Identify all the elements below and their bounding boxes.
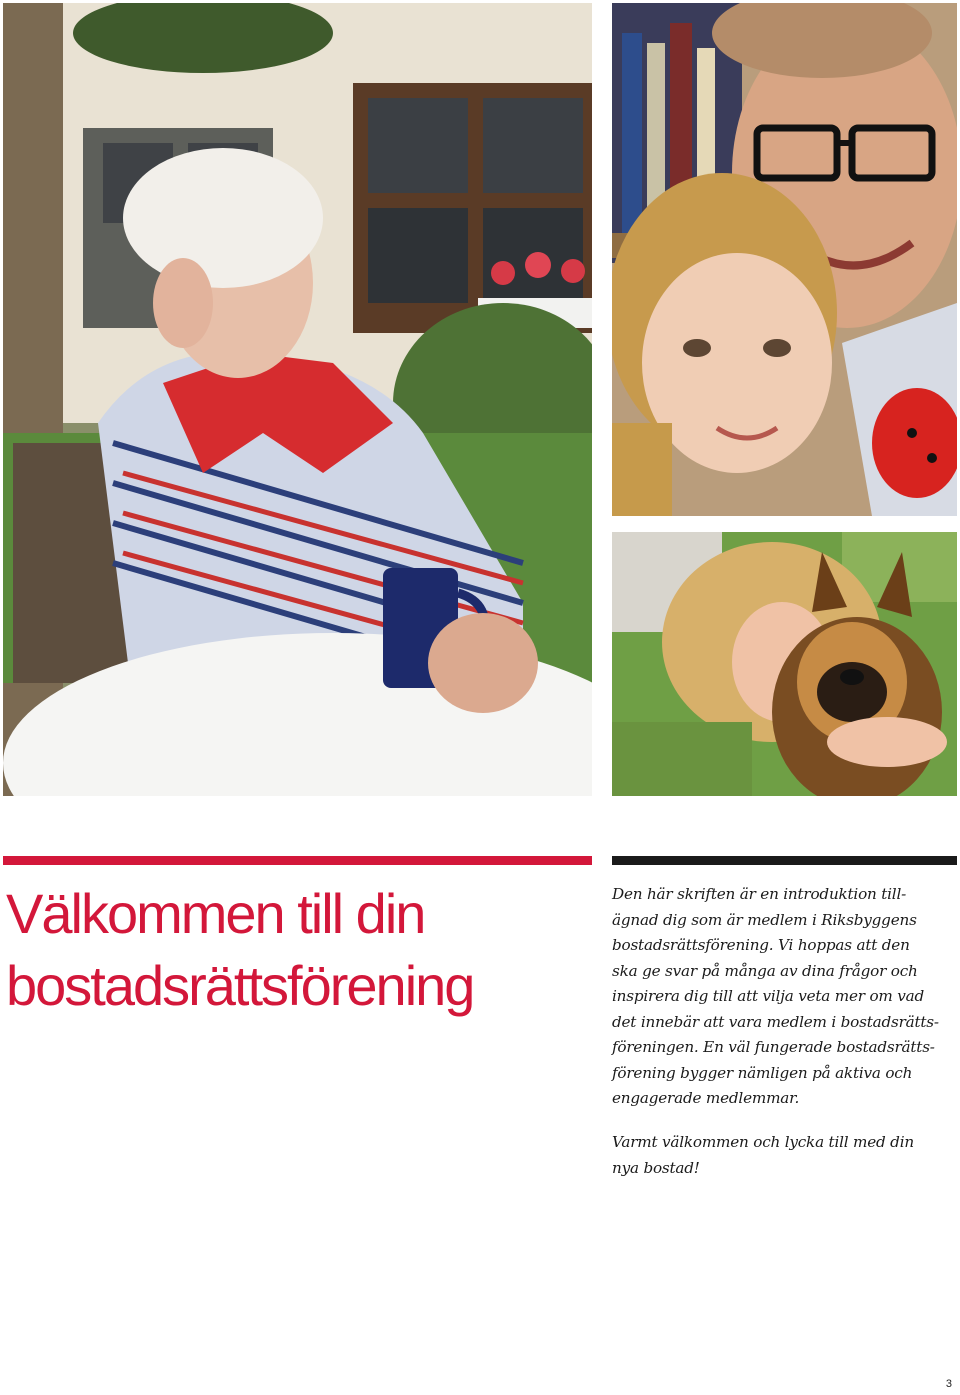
photo-elderly-woman-garden-table-icon <box>3 3 592 796</box>
intro-line: ägnad dig som är medlem i Riksbyggens <box>612 910 917 929</box>
dark-divider-rule <box>612 856 957 865</box>
photo-woman-kissing-dog-icon <box>612 532 957 796</box>
photo-man-and-girl <box>612 3 957 516</box>
closing-line: nya bostad! <box>612 1158 700 1177</box>
intro-line: Den här skriften är en introduktion till- <box>612 885 907 903</box>
photo-man-glasses-with-girl-icon <box>612 3 957 516</box>
page-number: 3 <box>945 1378 952 1390</box>
heading-line-2: bostadsrättsförening <box>6 954 474 1017</box>
heading-line-1: Välkommen till din <box>6 882 425 945</box>
closing-line: Varmt välkommen och lycka till med din <box>612 1133 914 1151</box>
page-heading <box>6 878 596 1022</box>
intro-line: förening bygger nämligen på aktiva och <box>612 1063 913 1082</box>
intro-line: ska ge svar på många av dina frågor och <box>612 961 918 980</box>
intro-line: bostadsrättsförening. Vi hoppas att den <box>612 936 910 954</box>
intro-line: engagerade medlemmar. <box>612 1089 800 1107</box>
intro-line: inspirera dig till att vilja veta mer om vad <box>612 987 924 1005</box>
intro-paragraph <box>612 882 957 1112</box>
photo-elderly-woman <box>3 3 592 796</box>
intro-line: det innebär att vara medlem i bostadsrätts- <box>612 1012 939 1031</box>
photo-woman-and-dog <box>612 532 957 796</box>
red-divider-rule <box>3 856 592 865</box>
closing-paragraph <box>612 1130 957 1181</box>
intro-line: föreningen. En väl fungerade bostadsrätts- <box>612 1038 935 1056</box>
